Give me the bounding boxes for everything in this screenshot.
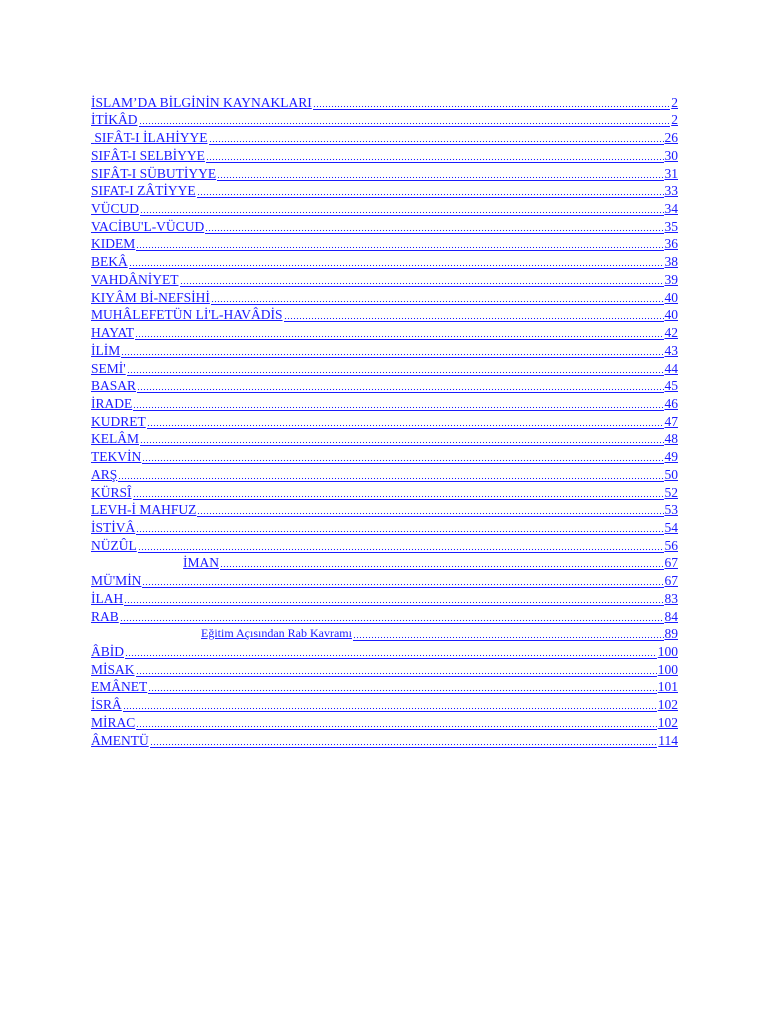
toc-entry-title: SIFÂT-I SELBİYYE bbox=[91, 147, 205, 163]
toc-dot-leader bbox=[180, 271, 664, 287]
toc-entry-title: EMÂNET bbox=[91, 679, 148, 695]
toc-entry-title: İSLAM’DA BİLGİNİN KAYNAKLARI bbox=[91, 94, 312, 110]
toc-entry-link[interactable] bbox=[91, 322, 678, 340]
toc-entry-link[interactable] bbox=[91, 624, 678, 642]
toc-entry-link[interactable] bbox=[91, 570, 678, 588]
toc-entry-page-number: 39 bbox=[664, 271, 678, 287]
toc-entry-link[interactable] bbox=[91, 234, 678, 252]
toc-dot-leader bbox=[353, 625, 664, 641]
toc-entry-title: İSTİVÂ bbox=[91, 519, 136, 535]
table-of-contents bbox=[91, 92, 678, 748]
toc-entry-link[interactable] bbox=[91, 446, 678, 464]
toc-dot-leader bbox=[220, 554, 664, 570]
toc-dot-leader bbox=[142, 448, 663, 464]
toc-dot-leader bbox=[313, 94, 671, 110]
toc-entry-link[interactable] bbox=[91, 712, 678, 730]
toc-entry-link[interactable] bbox=[91, 376, 678, 394]
toc-entry-title: MÜ'MİN bbox=[91, 573, 142, 589]
toc-entry-title: SEMİ' bbox=[91, 360, 126, 376]
toc-entry-link[interactable] bbox=[91, 110, 678, 128]
toc-entry-page-number: 33 bbox=[664, 183, 678, 199]
toc-entry-link[interactable] bbox=[91, 287, 678, 305]
toc-entry-page-number: 34 bbox=[664, 201, 678, 217]
toc-entry-link[interactable] bbox=[91, 641, 678, 659]
toc-entry-title: Eğitim Açısından Rab Kavramı bbox=[201, 626, 352, 641]
toc-entry-link[interactable] bbox=[91, 305, 678, 323]
toc-entry-title: KIDEM bbox=[91, 236, 136, 252]
toc-entry-page-number: 49 bbox=[664, 449, 678, 465]
toc-dot-leader bbox=[147, 413, 664, 429]
toc-dot-leader bbox=[133, 395, 663, 411]
toc-entry-link[interactable] bbox=[91, 553, 678, 571]
toc-entry-page-number: 2 bbox=[671, 94, 678, 110]
toc-entry-page-number: 83 bbox=[664, 590, 678, 606]
toc-entry-link[interactable] bbox=[91, 588, 678, 606]
toc-entry-link[interactable] bbox=[91, 464, 678, 482]
toc-entry-link[interactable] bbox=[91, 517, 678, 535]
toc-dot-leader bbox=[140, 430, 664, 446]
toc-entry-title: KUDRET bbox=[91, 413, 146, 429]
toc-entry-title: ARŞ bbox=[91, 466, 118, 482]
toc-dot-leader bbox=[138, 537, 664, 553]
toc-entry-title: VACİBU'L-VÜCUD bbox=[91, 218, 205, 234]
toc-entry-link[interactable] bbox=[91, 145, 678, 163]
toc-dot-leader bbox=[140, 200, 663, 216]
toc-entry-page-number: 45 bbox=[664, 378, 678, 394]
toc-dot-leader bbox=[206, 147, 664, 163]
toc-entry-title: İLİM bbox=[91, 342, 121, 358]
toc-entry-title: RAB bbox=[91, 608, 119, 624]
toc-entry-page-number: 54 bbox=[664, 519, 678, 535]
toc-entry-title: NÜZÛL bbox=[91, 537, 137, 553]
toc-entry-title: SIFÂT-I İLAHİYYE bbox=[94, 130, 208, 146]
toc-entry-title: MİRAC bbox=[91, 714, 136, 730]
toc-entry-page-number: 42 bbox=[664, 325, 678, 341]
toc-dot-leader bbox=[135, 324, 663, 340]
toc-entry-link[interactable] bbox=[91, 677, 678, 695]
toc-dot-leader bbox=[136, 519, 663, 535]
toc-entry-title: BASAR bbox=[91, 378, 137, 394]
toc-entry-link[interactable] bbox=[91, 92, 678, 110]
toc-entry-page-number: 44 bbox=[664, 360, 678, 376]
toc-dot-leader bbox=[197, 182, 664, 198]
toc-dot-leader bbox=[150, 732, 658, 748]
toc-dot-leader bbox=[136, 714, 656, 730]
toc-entry-link[interactable] bbox=[91, 198, 678, 216]
toc-entry-link[interactable] bbox=[91, 216, 678, 234]
toc-entry-link[interactable] bbox=[91, 127, 678, 145]
toc-entry-page-number: 67 bbox=[664, 573, 678, 589]
toc-entry-title: İRADE bbox=[91, 395, 133, 411]
toc-dot-leader bbox=[127, 360, 664, 376]
toc-dot-leader bbox=[211, 289, 664, 305]
toc-entry-title: İLAH bbox=[91, 590, 124, 606]
toc-entry-page-number: 101 bbox=[657, 679, 678, 695]
toc-entry-link[interactable] bbox=[91, 411, 678, 429]
toc-dot-leader bbox=[136, 235, 663, 251]
toc-entry-page-number: 67 bbox=[664, 555, 678, 571]
toc-entry-title: VÜCUD bbox=[91, 201, 140, 217]
toc-entry-page-number: 102 bbox=[657, 697, 678, 713]
toc-entry-title: KÜRSÎ bbox=[91, 484, 132, 500]
toc-entry-page-number: 52 bbox=[664, 484, 678, 500]
toc-entry-page-number: 2 bbox=[671, 112, 678, 128]
toc-entry-page-number: 31 bbox=[664, 165, 678, 181]
toc-entry-page-number: 102 bbox=[657, 714, 678, 730]
toc-entry-title: MİSAK bbox=[91, 661, 135, 677]
toc-dot-leader bbox=[205, 218, 663, 234]
toc-entry-page-number: 40 bbox=[664, 307, 678, 323]
toc-entry-title: İTİKÂD bbox=[91, 112, 138, 128]
toc-entry-link[interactable] bbox=[91, 163, 678, 181]
toc-entry-link[interactable] bbox=[91, 269, 678, 287]
toc-entry-page-number: 53 bbox=[664, 502, 678, 518]
toc-entry-page-number: 100 bbox=[657, 644, 678, 659]
toc-dot-leader bbox=[148, 678, 657, 694]
toc-dot-leader bbox=[120, 608, 664, 624]
toc-dot-leader bbox=[142, 572, 663, 588]
toc-entry-title: İMAN bbox=[183, 555, 219, 571]
toc-entry-title: TEKVİN bbox=[91, 449, 142, 465]
toc-entry-page-number: 26 bbox=[664, 130, 678, 146]
toc-dot-leader bbox=[209, 129, 664, 145]
toc-entry-title: KELÂM bbox=[91, 431, 139, 447]
toc-entry-page-number: 56 bbox=[664, 537, 678, 553]
toc-dot-leader bbox=[197, 501, 663, 517]
toc-entry-page-number: 43 bbox=[664, 342, 678, 358]
toc-entry-link[interactable] bbox=[91, 393, 678, 411]
toc-dot-leader bbox=[125, 643, 657, 659]
toc-entry-page-number: 30 bbox=[664, 147, 678, 163]
toc-entry-page-number: 46 bbox=[664, 395, 678, 411]
toc-entry-page-number: 84 bbox=[664, 608, 678, 624]
toc-entry-link[interactable] bbox=[91, 500, 678, 518]
toc-entry-page-number: 100 bbox=[657, 661, 678, 677]
toc-entry-link[interactable] bbox=[91, 606, 678, 624]
toc-dot-leader bbox=[123, 696, 657, 712]
toc-entry-title: VAHDÂNİYET bbox=[91, 271, 179, 287]
toc-dot-leader bbox=[133, 484, 664, 500]
toc-entry-page-number: 47 bbox=[664, 413, 678, 429]
toc-entry-link[interactable] bbox=[91, 358, 678, 376]
toc-entry-link[interactable] bbox=[91, 482, 678, 500]
toc-entry-link[interactable] bbox=[91, 694, 678, 712]
toc-dot-leader bbox=[118, 466, 663, 482]
toc-entry-title: ÂBİD bbox=[91, 644, 124, 659]
toc-entry-link[interactable] bbox=[91, 181, 678, 199]
toc-dot-leader bbox=[284, 306, 664, 322]
toc-entry-link[interactable] bbox=[91, 730, 678, 748]
toc-entry-title: LEVH-İ MAHFUZ bbox=[91, 502, 197, 518]
toc-dot-leader bbox=[136, 661, 657, 677]
toc-dot-leader bbox=[137, 377, 663, 393]
toc-entry-title: BEKÂ bbox=[91, 254, 128, 270]
toc-dot-leader bbox=[124, 590, 663, 606]
toc-entry-title: SIFAT-I ZÂTİYYE bbox=[91, 183, 196, 199]
toc-dot-leader bbox=[217, 165, 663, 181]
toc-entry-title: KIYÂM Bİ-NEFSİHİ bbox=[91, 289, 210, 305]
toc-entry-page-number: 48 bbox=[664, 431, 678, 447]
toc-dot-leader bbox=[129, 253, 664, 269]
toc-entry-link[interactable] bbox=[91, 535, 678, 553]
toc-entry-page-number: 40 bbox=[664, 289, 678, 305]
toc-entry-title: ÂMENTÜ bbox=[91, 732, 149, 748]
toc-entry-link[interactable] bbox=[91, 251, 678, 269]
toc-entry-link[interactable] bbox=[91, 429, 678, 447]
toc-entry-page-number: 50 bbox=[664, 466, 678, 482]
toc-entry-page-number: 36 bbox=[664, 236, 678, 252]
toc-entry-title: SIFÂT-I SÜBUTİYYE bbox=[91, 165, 217, 181]
toc-entry-page-number: 114 bbox=[658, 732, 678, 748]
toc-entry-link[interactable] bbox=[91, 340, 678, 358]
toc-entry-page-number: 38 bbox=[664, 254, 678, 270]
toc-entry-title: MUHÂLEFETÜN Lİ'L-HAVÂDİS bbox=[91, 307, 283, 323]
toc-entry-link[interactable] bbox=[91, 659, 678, 677]
toc-dot-leader bbox=[121, 342, 663, 358]
toc-entry-page-number: 89 bbox=[664, 626, 678, 642]
toc-dot-leader bbox=[139, 111, 671, 127]
toc-entry-page-number: 35 bbox=[664, 218, 678, 234]
toc-entry-title: İSRÂ bbox=[91, 697, 122, 713]
toc-entry-title: HAYAT bbox=[91, 325, 135, 341]
